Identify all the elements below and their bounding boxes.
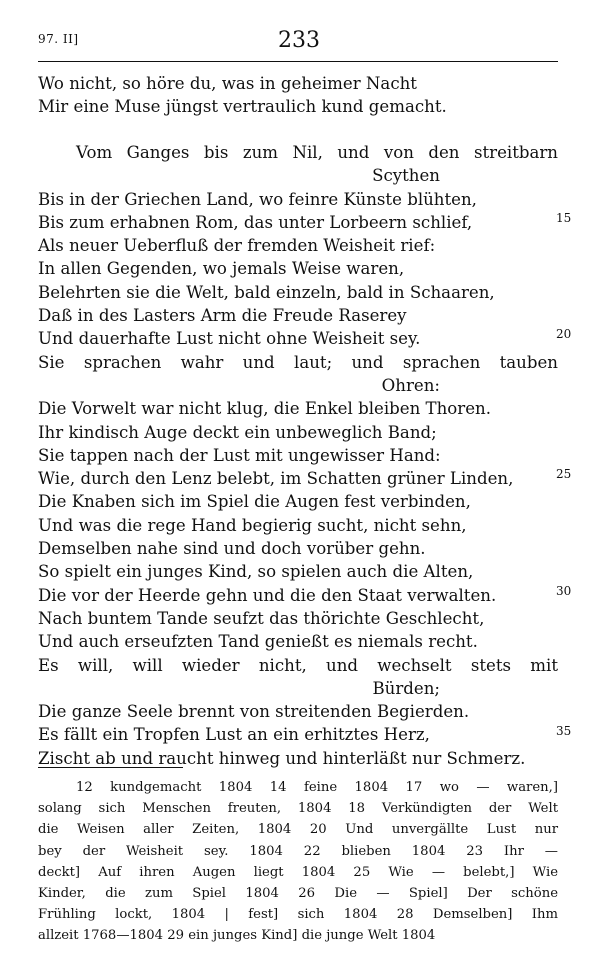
line-number: 20	[556, 327, 572, 342]
footnote-line: die Weisen aller Zeiten, 1804 20 Und unvergällte Lust nur	[38, 822, 558, 838]
footnote-line: allzeit 1768—1804 29 ein junges Kind] die junge Welt 1804	[38, 928, 436, 944]
line-number: 35	[556, 723, 572, 738]
page-number: 233	[278, 28, 320, 53]
footnote-rule	[38, 767, 183, 768]
stanza-2	[38, 141, 572, 770]
footnote-line: deckt] Auf ihren Augen liegt 1804 25 Wie — belebt,] Wie	[38, 864, 558, 880]
verse-line: In allen Gegenden, wo jemals Weise waren,	[38, 259, 405, 279]
verse-line: Und was die rege Hand begierig sucht, nicht sehn,	[38, 515, 467, 535]
verse-line: Vom Ganges bis zum Nil, und von den streitbarn	[76, 143, 558, 162]
verse-line: Scythen	[372, 166, 440, 186]
footnote-line: 12 kundgemacht 1804 14 feine 1804 17 wo — waren,]	[76, 780, 558, 795]
verse-line: Demselben nahe sind und doch vorüber gehn.	[38, 539, 426, 559]
verse-line: Die vor der Heerde gehn und die den Staat verwalten.	[38, 585, 497, 605]
verse-line: Die Vorwelt war nicht klug, die Enkel bleiben Thoren.	[38, 399, 492, 419]
verse-line: Mir eine Muse jüngst vertraulich kund gemacht.	[38, 97, 447, 117]
footnote-line: bey der Weisheit sey. 1804 22 blieben 1804 23 Ihr —	[38, 843, 558, 859]
verse-line: Nach buntem Tande seufzt das thörichte Geschlecht,	[38, 608, 485, 628]
footnote-line: Kinder, die zum Spiel 1804 26 Die — Spiel] Der schöne	[38, 885, 558, 901]
footnote-line: solang sich Menschen freuten, 1804 18 Verkündigten der Welt	[38, 801, 558, 817]
footnote-line: Frühling lockt, 1804 | fest] sich 1804 28 Demselben] Ihm	[38, 907, 558, 923]
running-header	[38, 28, 560, 58]
header-rule	[38, 61, 558, 62]
verse-line: So spielt ein junges Kind, so spielen auch die Alten,	[38, 562, 474, 582]
verse-line: Und auch erseufzten Tand genießt es niemals recht.	[38, 632, 478, 652]
verse-line: Ihr kindisch Auge deckt ein unbeweglich Band;	[38, 422, 437, 442]
verse-line: Bürden;	[372, 678, 440, 698]
line-number: 30	[556, 583, 572, 598]
verse-line: Bis zum erhabnen Rom, das unter Lorbeern schlief,	[38, 212, 473, 232]
verse-line: Zischt ab und raucht hinweg und hinterläßt nur Schmerz.	[38, 748, 526, 768]
verse-line: Die ganze Seele brennt von streitenden Begierden.	[38, 702, 470, 722]
verse-line: Als neuer Ueberfluß der fremden Weisheit rief:	[38, 236, 436, 256]
verse-line: Ohren:	[381, 375, 440, 395]
verse-line: Sie tappen nach der Lust mit ungewisser Hand:	[38, 445, 441, 465]
line-number: 15	[556, 210, 572, 225]
stanza-1	[38, 72, 558, 119]
line-number: 25	[556, 467, 572, 482]
verse-line: Daß in des Lasters Arm die Freude Raserey	[38, 306, 407, 326]
header-reference: 97. II]	[38, 32, 79, 46]
verse-line: Es will, will wieder nicht, und wechselt stets mit	[38, 655, 558, 675]
critical-apparatus	[38, 777, 558, 947]
verse-line: Sie sprachen wahr und laut; und sprachen tauben	[38, 352, 558, 372]
verse-line: Die Knaben sich im Spiel die Augen fest verbinden,	[38, 492, 471, 512]
verse-line: Wie, durch den Lenz belebt, im Schatten grüner Linden,	[38, 469, 514, 489]
verse-line: Bis in der Griechen Land, wo feinre Künste blühten,	[38, 189, 477, 209]
verse-line: Belehrten sie die Welt, bald einzeln, bald in Schaaren,	[38, 282, 495, 302]
verse-line: Und dauerhafte Lust nicht ohne Weisheit sey.	[38, 329, 421, 349]
verse-line: Es fällt ein Tropfen Lust an ein erhitztes Herz,	[38, 725, 430, 745]
verse-line: Wo nicht, so höre du, was in geheimer Nacht	[38, 74, 417, 93]
